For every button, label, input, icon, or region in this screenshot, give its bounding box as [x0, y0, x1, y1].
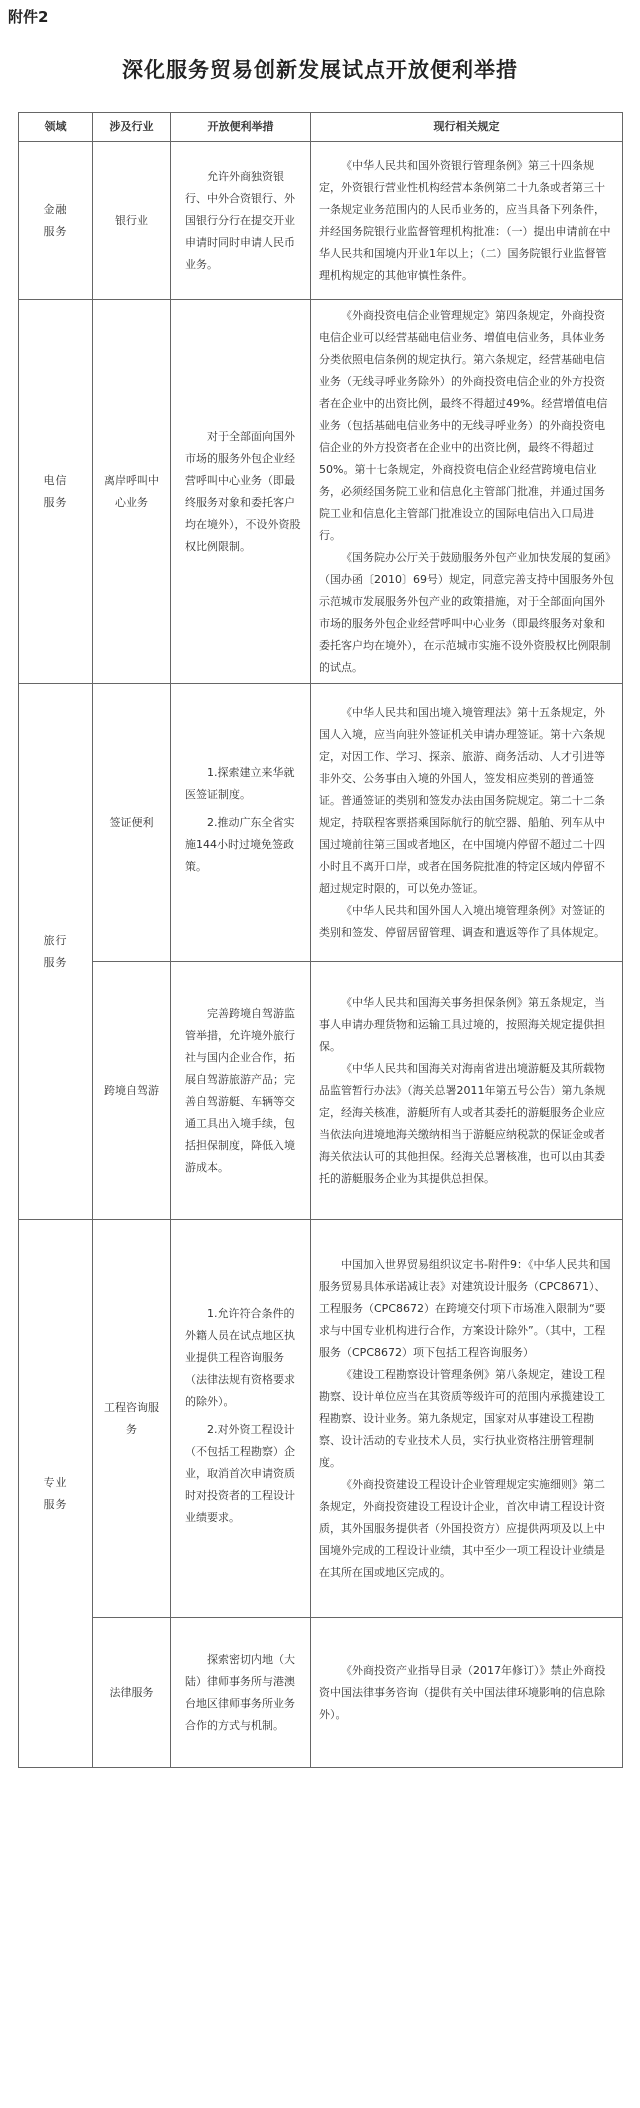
field-professional: 专业 服务 [19, 1220, 93, 1768]
table-row [19, 1618, 623, 1768]
field-finance: 金融 服务 [19, 142, 93, 300]
measures-cell: 允许外商独资银行、中外合资银行、外国银行分行在提交开业申请时同时申请人民币业务。 [171, 142, 311, 300]
regulations-cell: 《中华人民共和国海关事务担保条例》第五条规定，当事人申请办理货物和运输工具过境的，按照海关规定提供担保。 《中华人民共和国海关对海南省进出境游艇及其所载物品监管暂行办法》（海关总署2011年第五号公告）第九条规定，经海关核准，游艇所有人或者其委托的游艇服务企业应当依法向进境地海关缴纳相当于游艇应纳税款的保证金或者海关依法认可的其他担保。经海关总署核准，也可以由其委托的游艇服务企业为其提供总担保。 [311, 962, 623, 1220]
industry-cell: 银行业 [93, 142, 171, 300]
measures-cell: 对于全部面向国外市场的服务外包企业经营呼叫中心业务（即最终服务对象和委托客户均在境外），不设外资股权比例限制。 [171, 300, 311, 684]
regulations-cell: 《外商投资产业指导目录（2017年修订）》禁止外商投资中国法律事务咨询（提供有关中国法律环境影响的信息除外）。 [311, 1618, 623, 1768]
column-header-field: 领域 [19, 113, 93, 142]
field-travel: 旅行 服务 [19, 684, 93, 1220]
regulations-cell: 中国加入世界贸易组织议定书-附件9：《中华人民共和国服务贸易具体承诺减让表》对建筑设计服务（CPC8671）、工程服务（CPC8672）在跨境交付项下市场准入限制为“要求与中国专业机构进行合作，方案设计除外”。（其中，工程服务（CPC8672）项下包括工程咨询服务） 《建设工程勘察设计管理条例》第八条规定，建设工程勘察、设计单位应当在其资质等级许可的范围内承揽建设工程勘察、设计业务。第九条规定，国家对从事建设工程勘察、设计活动的专业技术人员，实行执业资格注册管理制度。 《外商投资建设工程设计企业管理规定实施细则》第二条规定，外商投资建设工程设计企业，首次申请工程设计资质，其外国服务提供者（外国投资方）应提供两项及以上中国境外完成的工程设计业绩，其中至少一项工程设计业绩是在其所在国或地区完成的。 [311, 1220, 623, 1618]
column-header-regulations: 现行相关规定 [311, 113, 623, 142]
industry-cell: 跨境自驾游 [93, 962, 171, 1220]
industry-cell: 法律服务 [93, 1618, 171, 1768]
column-header-industry: 涉及行业 [93, 113, 171, 142]
measures-cell: 探索密切内地（大陆）律师事务所与港澳台地区律师事务所业务合作的方式与机制。 [171, 1618, 311, 1768]
column-header-measures: 开放便利举措 [171, 113, 311, 142]
policy-table [18, 112, 623, 1768]
industry-cell: 签证便利 [93, 684, 171, 962]
table-header-row [19, 113, 623, 142]
industry-cell: 工程咨询服务 [93, 1220, 171, 1618]
regulations-cell: 《外商投资电信企业管理规定》第四条规定，外商投资电信企业可以经营基础电信业务、增值电信业务，具体业务分类依照电信条例的规定执行。第六条规定，经营基础电信业务（无线寻呼业务除外）的外商投资电信企业的外方投资者在企业中的出资比例，最终不得超过49%。经营增值电信业务（包括基础电信业务中的无线寻呼业务）的外商投资电信企业的外方投资者在企业中的出资比例，最终不得超过50%。第十七条规定，外商投资电信企业经营跨境电信业务，必须经国务院工业和信息化主管部门批准，并通过国务院工业和信息化主管部门批准设立的国际电信出入口局进行。 《国务院办公厅关于鼓励服务外包产业加快发展的复函》（国办函〔2010〕69号）规定，同意完善支持中国服务外包示范城市发展服务外包产业的政策措施，对于全部面向国外市场的服务外包企业经营呼叫中心业务（即最终服务对象和委托客户均在境外），在示范城市实施不设外资股权比例限制的试点。 [311, 300, 623, 684]
field-telecom: 电信 服务 [19, 300, 93, 684]
table-row [19, 1220, 623, 1618]
measures-cell: 完善跨境自驾游监管举措，允许境外旅行社与国内企业合作，拓展自驾游旅游产品；完善自驾游艇、车辆等交通工具出入境手续，包括担保制度，降低入境游成本。 [171, 962, 311, 1220]
table-row [19, 300, 623, 684]
measures-cell: 1.探索建立来华就医签证制度。 2.推动广东全省实施144小时过境免签政策。 [171, 684, 311, 962]
attachment-label: 附件2 [8, 8, 49, 26]
regulations-cell: 《中华人民共和国外资银行管理条例》第三十四条规定，外资银行营业性机构经营本条例第二十九条或者第三十一条规定业务范围内的人民币业务的，应当具备下列条件，并经国务院银行业监督管理机构批准：（一）提出申请前在中华人民共和国境内开业1年以上；（二）国务院银行业监督管理机构规定的其他审慎性条件。 [311, 142, 623, 300]
table-row [19, 962, 623, 1220]
measures-cell: 1.允许符合条件的外籍人员在试点地区执业提供工程咨询服务（法律法规有资格要求的除外）。 2.对外资工程设计（不包括工程勘察）企业，取消首次申请资质时对投资者的工程设计业绩要求。 [171, 1220, 311, 1618]
table-row [19, 142, 623, 300]
document-title: 深化服务贸易创新发展试点开放便利举措 [122, 58, 518, 82]
industry-cell: 离岸呼叫中心业务 [93, 300, 171, 684]
regulations-cell: 《中华人民共和国出境入境管理法》第十五条规定，外国人入境，应当向驻外签证机关申请办理签证。第十六条规定，对因工作、学习、探亲、旅游、商务活动、人才引进等非外交、公务事由入境的外国人，签发相应类别的普通签证。普通签证的类别和签发办法由国务院规定。第二十二条规定，持联程客票搭乘国际航行的航空器、船舶、列车从中国过境前往第三国或者地区，在中国境内停留不超过二十四小时且不离开口岸，或者在国务院批准的特定区域内停留不超过规定时限的，可以免办签证。 《中华人民共和国外国人入境出境管理条例》对签证的类别和签发、停留居留管理、调查和遣返等作了具体规定。 [311, 684, 623, 962]
table-row [19, 684, 623, 962]
